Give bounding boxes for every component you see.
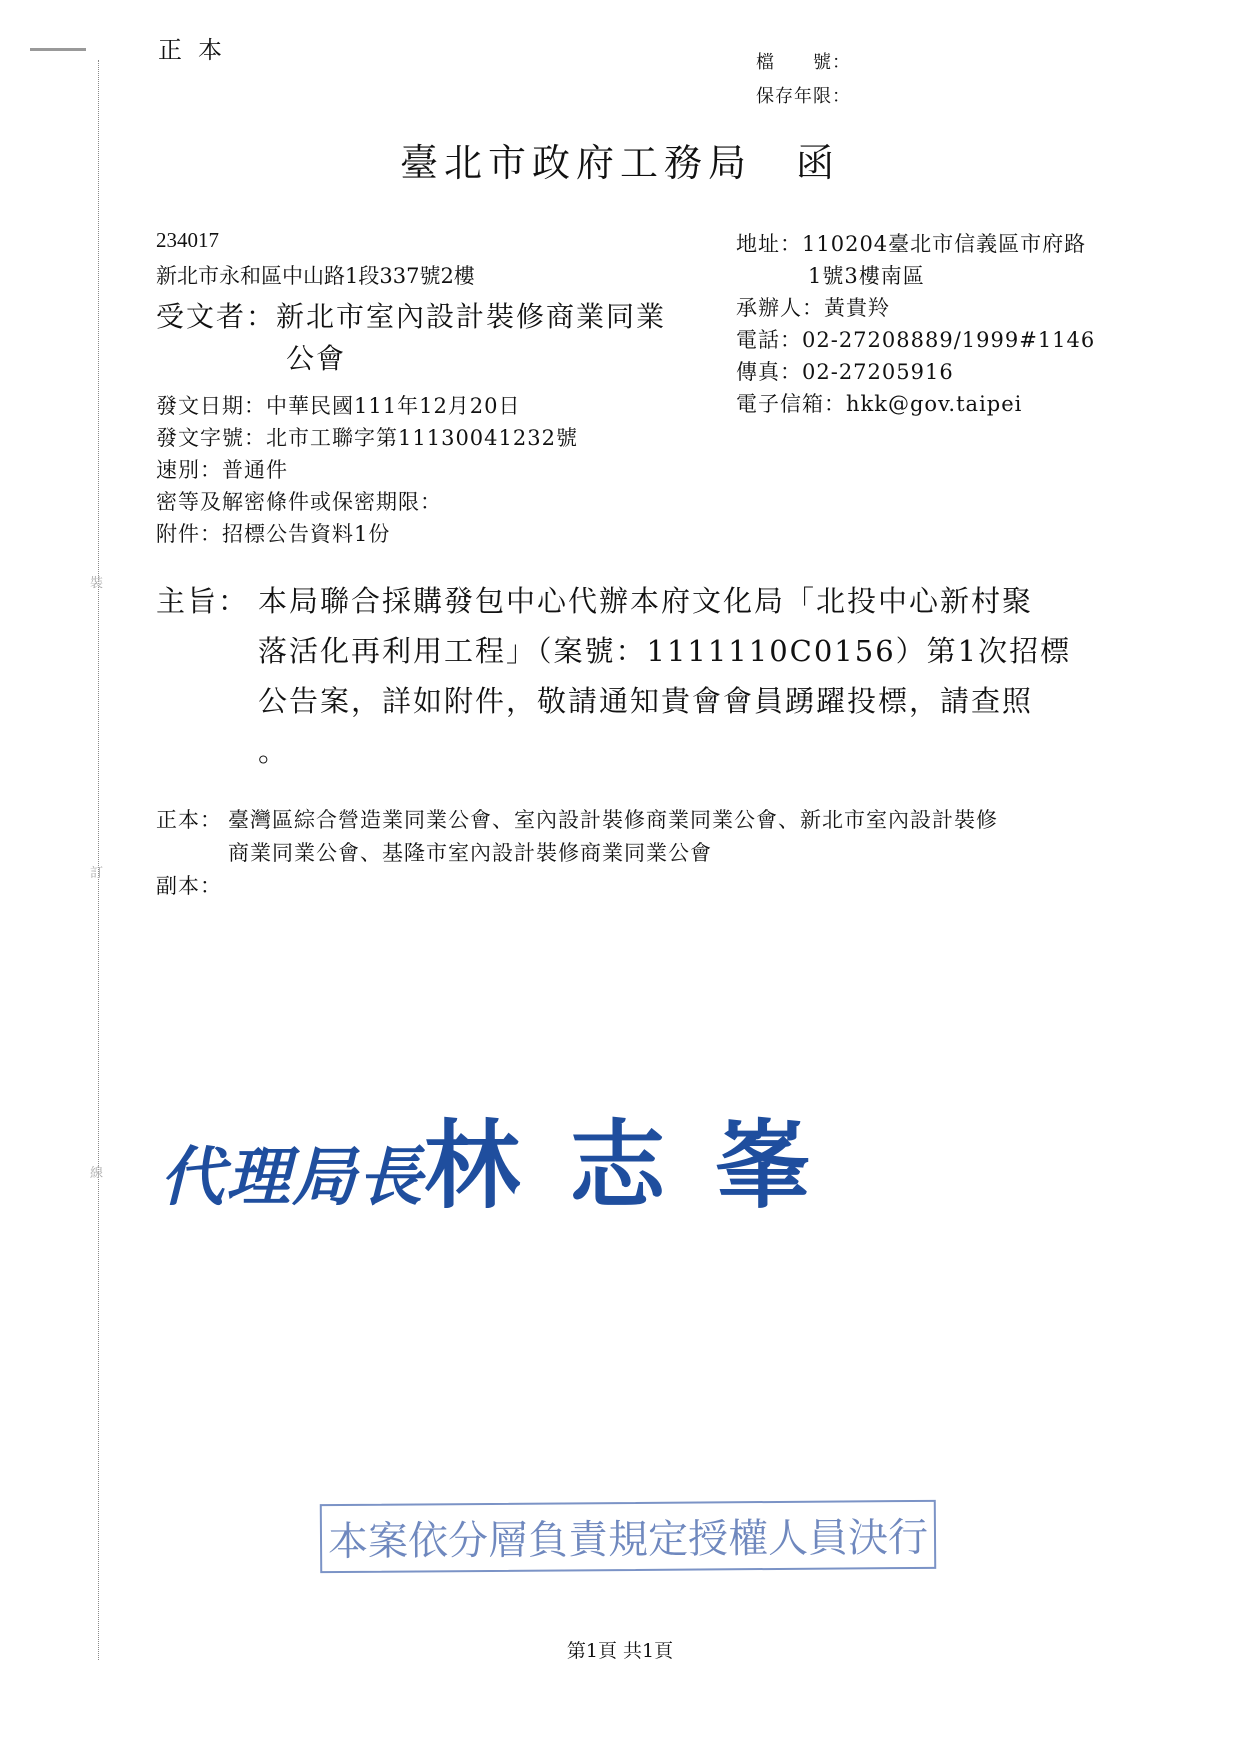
delivery-speed: 速別：普通件 (156, 458, 288, 482)
attachment: 附件：招標公告資料1份 (156, 522, 391, 546)
recipient-name (156, 296, 716, 380)
signature-title: 代理局長 (160, 1140, 424, 1215)
subject-line-2: 落活化再利用工程」（案號：1111110C0156）第1次招標 (258, 634, 1072, 668)
sender-email: 電子信箱：hkk@gov.taipei (736, 392, 1023, 416)
subject-line-1: 本局聯合採購發包中心代辦本府文化局「北投中心新村聚 (258, 584, 1034, 618)
binding-line (98, 60, 99, 1660)
recipient-line-1: 受文者：新北市室內設計裝修商業同業 (156, 300, 667, 333)
signature-seal (160, 1090, 819, 1227)
original-line-2: 商業同業公會、基隆市室內設計裝修商業同業公會 (228, 841, 712, 865)
original-line-1: 臺灣區綜合營造業同業公會、室內設計裝修商業同業公會、新北市室內設計裝修 (228, 808, 998, 832)
retention-label: 保存年限： (756, 86, 851, 107)
copy-recipients-label: 副本： (156, 874, 222, 898)
binding-mark-ding: 訂 (90, 866, 104, 881)
file-number-label: 檔 號： (756, 52, 851, 73)
document-title: 臺北市政府工務局 函 (399, 141, 840, 185)
signature-name: 林 志 峯 (424, 1109, 819, 1222)
subject-section (156, 576, 1116, 776)
recipient-address: 新北市永和區中山路1段337號2樓 (156, 264, 475, 288)
sender-fax: 傳真：02-27205916 (736, 360, 954, 384)
issue-number: 發文字號：北市工聯字第11130041232號 (156, 426, 578, 450)
sender-address-line-2: 1號3樓南區 (808, 264, 925, 288)
subject-label: 主旨： (156, 584, 250, 618)
original-recipients (156, 804, 1116, 870)
sender-handler: 承辦人：黃貴羚 (736, 296, 890, 320)
binding-mark-xian: 線 (90, 1166, 104, 1181)
subject-line-3: 公告案，詳如附件，敬請通知貴會會員踴躍投標，請查照 (258, 684, 1034, 718)
authorization-stamp: 本案依分層負責規定授權人員決行 (320, 1500, 936, 1573)
binding-dash (30, 48, 86, 51)
recipient-postcode: 234017 (156, 228, 219, 252)
confidentiality: 密等及解密條件或保密期限： (156, 490, 442, 514)
recipient-line-2: 公會 (286, 342, 347, 375)
original-label: 正本： (156, 808, 222, 832)
subject-line-4: 。 (258, 734, 290, 768)
sender-address-line-1: 地址：110204臺北市信義區市府路 (736, 232, 1087, 256)
binding-mark-zhuang: 裝 (90, 576, 104, 591)
copy-type-label: 正本 (158, 36, 238, 64)
sender-phone: 電話：02-27208889/1999#1146 (736, 328, 1096, 352)
issue-date: 發文日期：中華民國111年12月20日 (156, 394, 521, 418)
page-number: 第1頁 共1頁 (566, 1640, 674, 1662)
